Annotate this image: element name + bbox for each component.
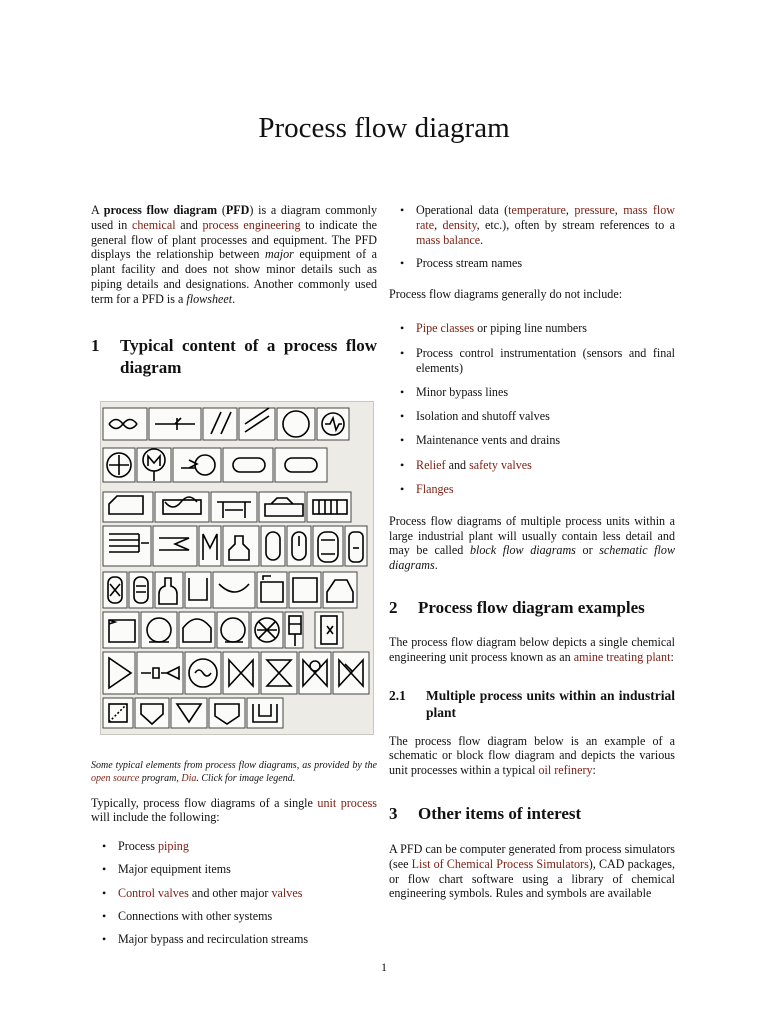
link-oil-refinery[interactable]: oil refinery [538, 763, 593, 778]
link-mass-balance[interactable]: mass balance [416, 232, 481, 247]
refinery-paragraph: The process flow diagram below is an example of a schematic or block flow diagram and depicts the various unit processes within a typical oil refinery: [389, 733, 675, 778]
link-pipe-classes[interactable]: Pipe classes [416, 321, 475, 336]
page-number: 1 [381, 960, 387, 974]
pfd-symbols-graphic [101, 402, 373, 734]
link-density[interactable]: density [442, 217, 477, 232]
section-heading-1: 1 Typical content of a process flow diagram [91, 335, 377, 377]
link-unit-process[interactable]: unit process [317, 795, 377, 810]
page-title: Process flow diagram [258, 112, 510, 144]
include-list [91, 839, 377, 947]
link-valves[interactable]: valves [271, 885, 303, 900]
link-chemical[interactable]: chemical [131, 217, 176, 232]
list-item: • Isolation and shutoff valves [389, 409, 675, 424]
link-list-of-chemical-process-simulators[interactable]: List of Chemical Process Simulators [411, 856, 589, 871]
link-mass-flow-rate[interactable]: mass flow rate [416, 203, 675, 232]
not-include-intro: Process flow diagrams generally do not include: [389, 286, 623, 301]
link-flanges[interactable]: Flanges [416, 482, 454, 497]
list-item: • Process stream names [389, 256, 675, 271]
link-control-valves[interactable]: Control valves [118, 885, 189, 900]
list-item: • Process control instrumentation (sensors and final elements) [389, 346, 675, 376]
list-item: • Maintenance vents and drains [389, 433, 675, 448]
list-item: • Control valves and other major valves [91, 886, 377, 901]
link-relief[interactable]: Relief [416, 457, 446, 472]
section-heading-3: 3 Other items of interest [389, 804, 582, 824]
figure-caption: Some typical elements from process flow diagrams, as provided by the open source program, Dia. Click for image legend. [91, 759, 377, 784]
list-item: • Major equipment items [91, 862, 377, 877]
link-safety-valves[interactable]: safety valves [469, 457, 532, 472]
list-item: • Connections with other systems [91, 909, 377, 924]
list-item: • Operational data (temperature, pressure, mass flow rate, density, etc.), often by stream references to a mass balance. [389, 203, 675, 247]
link-piping[interactable]: piping [157, 839, 189, 854]
list-item: • Minor bypass lines [389, 385, 675, 400]
include-list-continued [389, 203, 675, 271]
right-column [389, 203, 675, 901]
link-process-engineering[interactable]: process engineering [202, 217, 301, 232]
link-pressure[interactable]: pressure [574, 203, 615, 217]
intro-paragraph: A process flow diagram (PFD) is a diagram commonly used in chemical and process engineering to indicate the general flow of plant processes and equipment. The PFD displays the relationship between major equipment of a plant facility and does not show minor details such as piping details and designations. Another commonly used term for a PFD is a flowsheet. [91, 203, 378, 306]
list-item: • Process piping [91, 839, 377, 854]
list-item: • Pipe classes or piping line numbers [389, 321, 675, 336]
link-open-source[interactable]: open source [91, 772, 140, 784]
section-heading-2-1: 2.1 Multiple process units within an industrial plant [389, 687, 675, 720]
section-heading-2: 2 Process flow diagram examples [389, 598, 645, 618]
link-temperature[interactable]: temperature [508, 203, 566, 217]
link-dia[interactable]: Dia [181, 772, 197, 784]
unit-process-paragraph: Typically, process flow diagrams of a single unit process will include the following: [91, 795, 377, 825]
list-item [389, 482, 675, 497]
list-item: • Relief and safety valves [389, 458, 675, 473]
list-item: • Major bypass and recirculation streams [91, 932, 377, 947]
pfd-symbols-figure[interactable] [100, 401, 374, 735]
other-items-paragraph: A PFD can be computer generated from process simulators (see List of Chemical Process Simulators), CAD packages, or flow chart software using a library of chemical engineering symbols. Rules and symbols are available [389, 842, 675, 901]
amine-paragraph: The process flow diagram below depicts a single chemical engineering unit process known as an amine treating plant: [389, 635, 675, 664]
block-flow-paragraph: Process flow diagrams of multiple process units within a large industrial plant will usually contain less detail and may be called block flow diagrams or schematic flow diagrams. [389, 513, 676, 573]
not-include-list [389, 321, 675, 496]
link-amine-treating-plant[interactable]: amine treating plant [573, 649, 671, 664]
